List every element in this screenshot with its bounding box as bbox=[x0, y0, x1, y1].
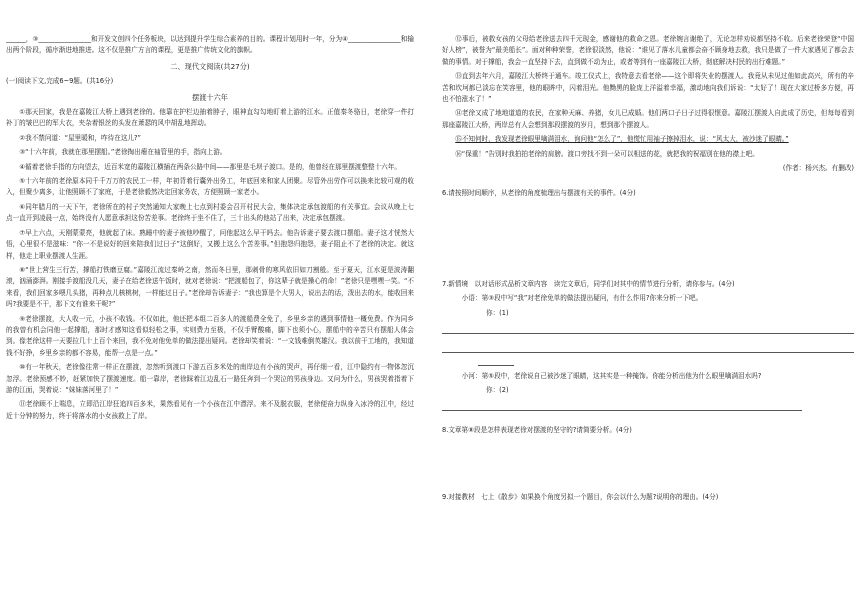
question-7-prompt-1: 小语：第③段中写“我”对老徐免单的做法提出疑问，有什么作用?你来分析一下吧。 bbox=[461, 294, 703, 303]
article-paragraph: ⑮不知何时，我发现老徐眼里噙满泪水，询问他“怎么了”，他慌忙用袖子擦掉泪水，说：“风太大，被沙迷了眼睛。” bbox=[455, 135, 789, 144]
article-paragraph: ⑨老徐摆渡，大人收一元，小孩不收钱。不仅如此，他还把本组二百多人的渡船费全免了，乡里乡亲的遇到事情他一概免费。作为同乡的我曾有机会同他一起撑船，那时才感知这看似轻松之事，实则费力至极，不仅手臂酸痛，脚下也须小心，摆船中的辛苦只有摆船人体会到。像老徐这样一天要拉几十上百个来回，我不免对他免单的做法提出疑问。老徐却笑着说：“一文钱难倒英雄汉。我以前干工地的，我知道钱不好挣，乡里乡亲的都不容易，能帮一点是一点。” bbox=[6, 314, 414, 357]
article-paragraph: ⑥同年腊月的一天下午，老徐所在的村子突然通知大家晚上七点到村委会召开村民大会，集体决定承包渡船的有关事宜。会议从晚上七点一直开到凌晨一点，始终没有人愿意承担这份苦差事。老徐终于坐不住了，三十出头的他站了出来，决定承包摆渡。 bbox=[6, 202, 414, 223]
article-paragraph: ⑯“保重！”告别时我拍拍老徐的肩膀。渡口旁找不到一朵可以相送的花，就把我的祝福别在他的襟上吧。 bbox=[455, 149, 759, 158]
answer-label-1: 你：(1) bbox=[486, 308, 509, 317]
article-paragraph: ④循着老徐手指的方向望去，近百米宽的嘉陵江横插在两条公路中间——那里是毛坝子渡口。是的，他曾经在那里摆渡整整十六年。 bbox=[19, 162, 401, 171]
answer-label-2: 你：(2) bbox=[486, 385, 509, 394]
article-paragraph: ⑤十六年前的老徐原本同千千万万的农民工一样，年初背着行囊外出务工，年底回来和家人团聚。尽管外出劳作可以换来比较可观的收入，但聚少离多，让他照顾不了家庭，于是老徐毅然决定回家务农，方便照顾一家老小。 bbox=[6, 177, 414, 197]
answer-line[interactable] bbox=[442, 396, 802, 411]
article-paragraph: ⑪老徐顾不上喘息，立即沿江岸狂追四百多米，果然看见有一个小孩在江中漂浮。来不及脱衣服，老徐便奋力纵身入冰冷的江中，经过近十分钟的努力，终于将落水的小女孩救上了岸。 bbox=[6, 400, 414, 420]
article-paragraph: ①那天回家，我是在嘉陵江大桥上遇到老徐的。他靠在护栏边抽着脖子，眼神直勾勾地盯着上游的江水。正值秦冬骆日，老徐穿一件打补丁的皱巴巴的军大衣，夹杂着银丝的头发在萧瑟的风中胡乱地挥动。 bbox=[6, 108, 414, 128]
section-title: 二、现代文阅读(共27分) bbox=[170, 61, 250, 71]
question-9: 9.对接教材 七上《散步》如果换个角度另拟一个题目，你会以什么为题?说明你的理由。(4分) bbox=[442, 492, 719, 501]
question-7: 7.新情境 以对话形式品析文章内容 读完文章后，同学们对其中的情节进行分析，请你参与。(4分) bbox=[442, 279, 735, 288]
article-paragraph: ⑬直到去年六月，嘉陵江大桥终于通车。竣工仪式上，我特意去看老徐——这个即将失业的摆渡人。我竟从未见过他如此高兴，所有的辛苦和坎坷都已淡忘在笑容里，他的眼眸中，闪着泪光。他黝黑的脸庞上洋溢着幸福，激动地向我们诉说：“太好了！现在大家过桥多方便，再也不怕涨水了！” bbox=[442, 72, 854, 104]
article-paragraph: ⑦早上六点，天刚蒙蒙亮，他就起了床。熟睡中的妻子被他吵醒了，问他起这么早干吗去。他告诉妻子要去渡口摆船。妻子这才恍然大悟，心里很不是滋味：“你一不是说好的回来陪我们过日子”这倒好，又搬上这么个苦差事。”但抱怨归抱怨，妻子阻止不了老徐的决定。就这样，他走上职业摆渡人生涯。 bbox=[6, 228, 414, 260]
question-7-prompt-2: 小河：第⑤段中，老徐说自己被沙迷了眼睛，这其实是一种掩饰。你能分析出他为什么眼里噙满泪水吗? bbox=[461, 371, 762, 380]
article-title: 摆渡十六年 bbox=[192, 92, 228, 102]
left-column bbox=[6, 34, 414, 604]
answer-space-6[interactable] bbox=[442, 203, 854, 265]
article-paragraph: ⑧“世上营生三行苦，撑船打铁磨豆腐。”嘉陵江流过秦岭之南，然而冬日里，那刺骨的寒风依旧如刀割般。至于夏天，江水更是波涛翻滚，汹涌澎湃。刚接手渡船没几天，妻子在给老徐送午饭时，就对老徐说：“把渡船包了，你这辈子就是操心的命！”老徐只是嘿嘿一笑。“不来看，我们回家多喂几头猪，再种点儿核桃树，一样能过日子。”老徐却告诉妻子：“我也算是个大男人，说出去的话，泼出去的水，能收回来吗?我要是不干，那下文有谁来干呢?” bbox=[6, 265, 414, 309]
question-8: 8.文章第⑧段是怎样表现老徐对摆渡的坚守的?请简要分析。(4分) bbox=[442, 426, 632, 435]
answer-line[interactable] bbox=[442, 338, 854, 353]
article-paragraph: ③“十六年前，我就在那里摆船。”老徐掏出瘪在袖管里的手，指向上游。 bbox=[19, 148, 227, 157]
article-paragraph: ⑭老徐又成了地地道道的农民，在家种天麻、养猪，女儿已成婚。他们两口子日子过得很惬意。嘉陵江摆渡人自此成了历史，但每每看到那座嘉陵江大桥，两岸总有人会想到那段摆渡的岁月，想到那个摆渡人。 bbox=[442, 109, 854, 129]
question-6: 6.请按照时间顺序，从老徐的角度梳理出与摆渡有关的事件。(4分) bbox=[442, 189, 636, 198]
answer-line[interactable] bbox=[442, 319, 854, 334]
article-paragraph: ⑩有一年秋天，老徐像往常一样正在摆渡，忽然听到渡口下游五百多米处的南岸边有小孩的哭声，再仔细一看，江中隐约有一物体忽沉忽浮。老徐预感不妙，赶紧加快了摆渡速度。船一靠岸，老徐踩着江边乱石一路狂奔到一个哭泣的男孩身边。又问为什么，男孩哭着指着下游的江面，哭着说：“妹妹落河里了！” bbox=[6, 363, 414, 394]
answer-space-8[interactable] bbox=[442, 440, 854, 478]
article-paragraph: ②我不禁问道：“屋里暖和，咋待在这儿?” bbox=[19, 133, 141, 142]
article-paragraph: ⑫事后，被救女孩的父母给老徐送去四千元现金，感谢他的救命之恩。老徐婉言谢绝了，无论怎样劝说都坚持不收。后来老徐荣登“中国好人榜”，被誉为“最美船长”。面对种种荣誉，老徐很淡然，他说：“谁见了落水儿童都会奋不顾身地去救，我只是做了一件大家遇见了都会去做的事情。对于撑船，我会一直坚持下去，直到做不动为止，或者等到有一座嘉陵江大桥，彻底解决村民的出行难题。” bbox=[442, 35, 854, 66]
right-column bbox=[442, 34, 854, 604]
article-source: (作者：杨兴杰。有删改) bbox=[782, 164, 854, 173]
intro-paragraph: ______，③________________和开发文创四个任务板块，以达到提升学生综合素养的目的。课程计划用时一年，分为④________________和输出两个阶段，循序渐进地推进。这不仅是推广方言的课程，更是推广传统文化的旗帜。 bbox=[6, 35, 414, 55]
answer-line-short[interactable] bbox=[478, 357, 514, 366]
sub-instruction: (一)阅读下文,完成6~9题。(共16分) bbox=[6, 77, 114, 86]
